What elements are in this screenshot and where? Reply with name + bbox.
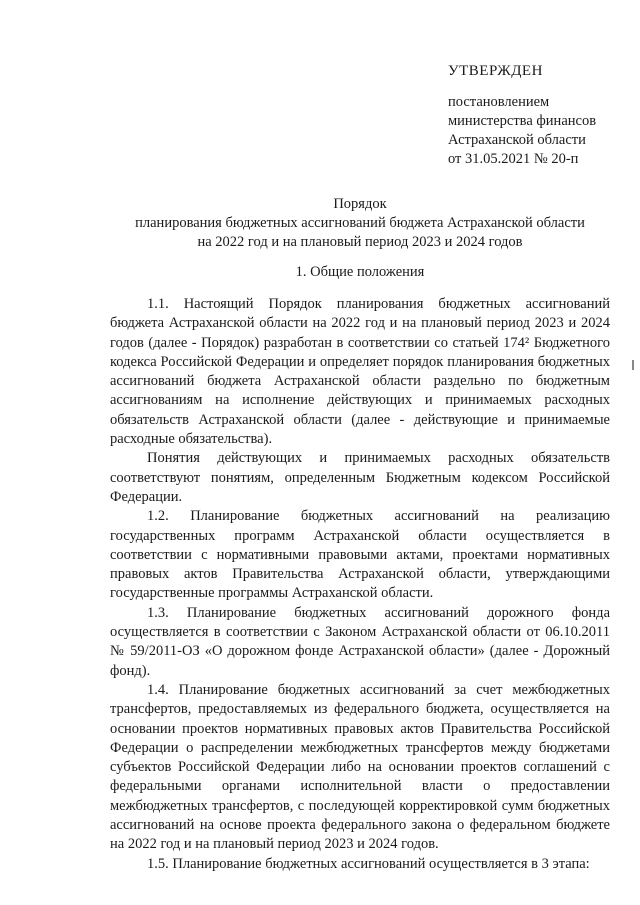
scan-edge-mark	[632, 360, 634, 370]
approval-date-line: от 31.05.2021 № 20-п	[448, 151, 579, 167]
paragraph-definitions: Понятия действующих и принимаемых расходных обязательств соответствуют понятиям, определенным Бюджетным кодексом Российской Федерации.	[110, 450, 610, 505]
paragraph-1-3: 1.3. Планирование бюджетных ассигнований дорожного фонда осуществляется в соответствии с Законом Астраханской области от 06.10.2011 № 59/2011-ОЗ «О дорожном фонде Астраханской области» (далее - Дорожный фонд).	[110, 604, 610, 679]
section-heading: 1. Общие положения	[295, 264, 425, 280]
paragraph-1-4: 1.4. Планирование бюджетных ассигнований за счет межбюджетных трансфертов, предоставляемых из федерального бюджета, осуществляется на основании проектов нормативных правовых актов Правительства Российской Федерации о распределении межбюджетных трансфертов между бюджетами субъектов Российской Федерации либо на основании проектов соглашений с федеральными органами исполнительной власти о предоставлении межбюджетных трансфертов, с последующей корректировкой сумм бюджетных ассигнований на основе проекта федерального закона о федеральном бюджете на 2022 год и на плановый период 2023 и 2024 годов.	[110, 681, 610, 853]
title-line: планирования бюджетных ассигнований бюджета Астраханской области	[135, 215, 585, 231]
document-title	[100, 195, 620, 252]
title-line: Порядок	[333, 196, 387, 212]
title-line: на 2022 год и на плановый период 2023 и 2024 годов	[197, 234, 523, 250]
approval-block	[448, 62, 628, 169]
paragraph-1-1: 1.1. Настоящий Порядок планирования бюджетных ассигнований бюджета Астраханской области на 2022 год и на плановый период 2023 и 2024 годов (далее - Порядок) разработан в соответствии со статьей 174² Бюджетного кодекса Российской Федерации и определяет порядок планирования бюджетных ассигнований бюджета Астраханской области раздельно по бюджетным ассигнованиям на исполнение действующих и принимаемых расходных обязательств Астраханской области (далее - действующие и принимаемые расходные обязательства).	[110, 296, 610, 448]
paragraph-1-5: 1.5. Планирование бюджетных ассигнований осуществляется в 3 этапа:	[147, 855, 590, 872]
approval-heading: УТВЕРЖДЕН	[448, 63, 543, 79]
approval-line: Астраханской области	[448, 132, 586, 148]
paragraph-1-2: 1.2. Планирование бюджетных ассигнований на реализацию государственных программ Астраханской области осуществляется в соответствии с нормативными правовыми актами, проектами нормативных правовых актов Правительства Астраханской области, утверждающими государственные программы Астраханской области.	[110, 508, 610, 602]
approval-line: министерства финансов	[448, 113, 597, 129]
approval-line: постановлением	[448, 94, 550, 110]
document-body	[110, 295, 610, 874]
